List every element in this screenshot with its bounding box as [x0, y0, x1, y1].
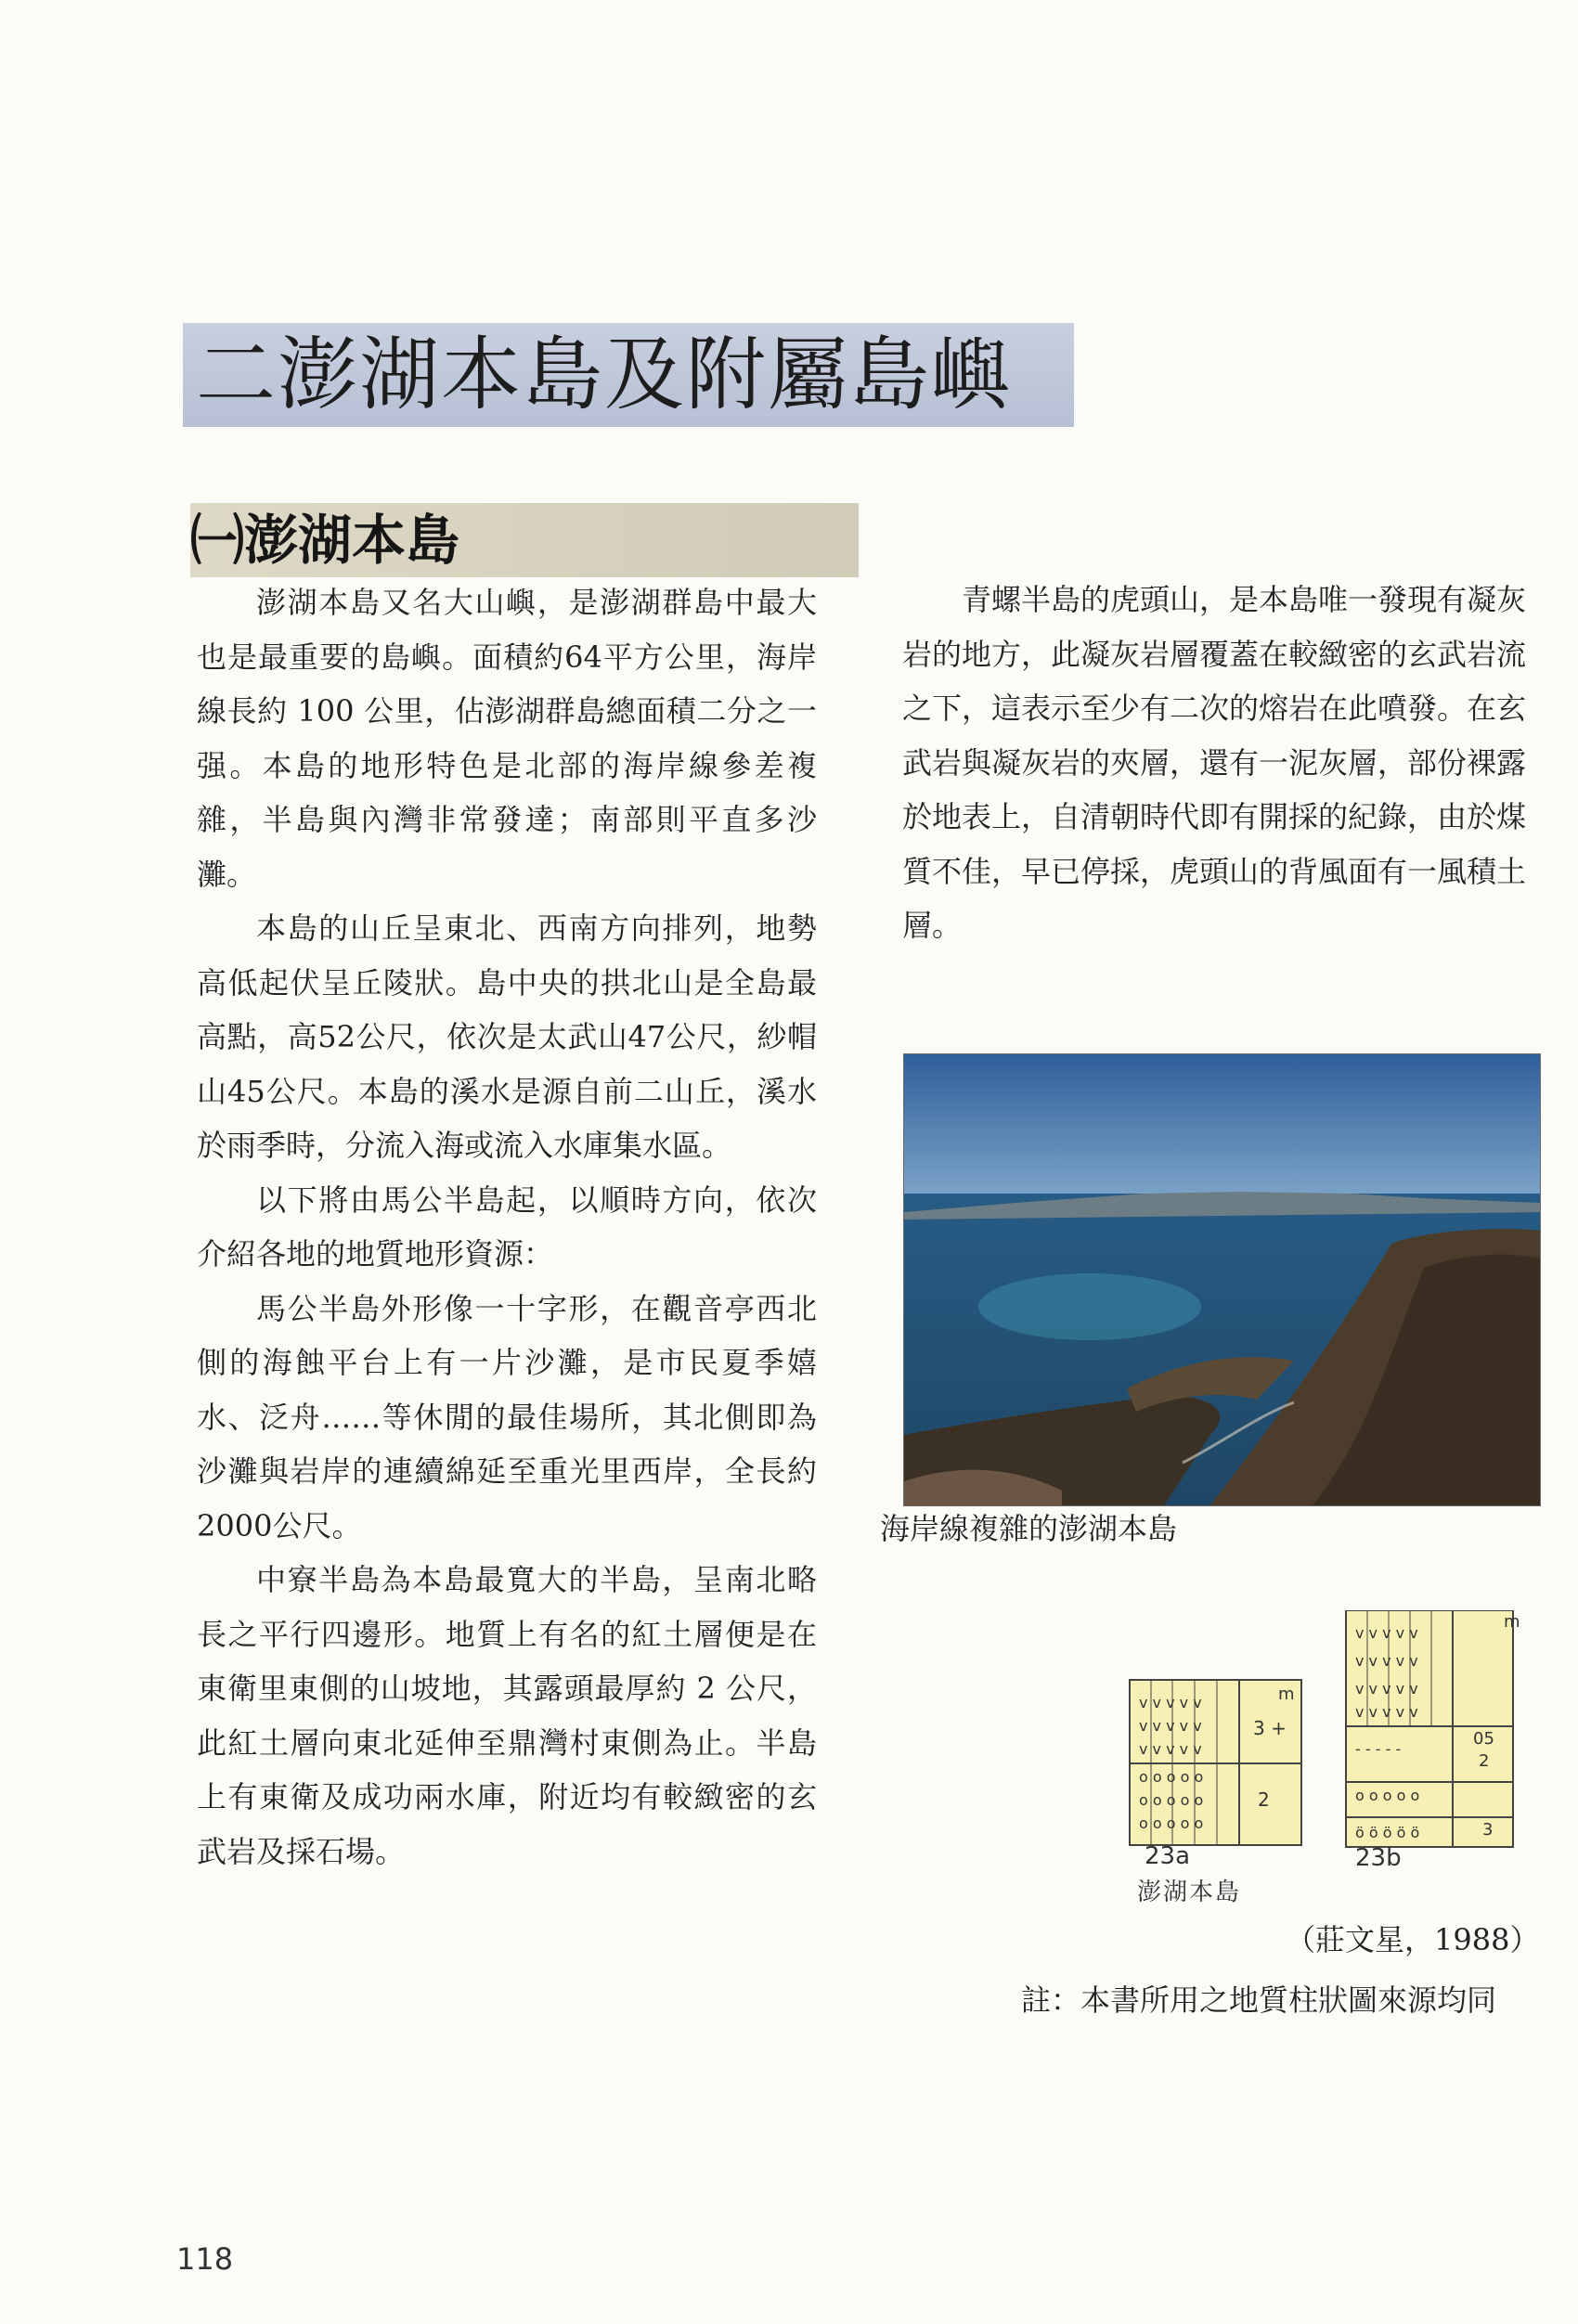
footnote: 註：本書所用之地質柱狀圖來源均同: [1021, 1982, 1497, 2018]
svg-text:v v v v v: v v v v v: [1355, 1624, 1418, 1642]
paragraph: 以下將由馬公半島起，以順時方向，依次介紹各地的地質地形資源：: [197, 1181, 817, 1272]
left-column: [197, 575, 817, 1879]
svg-text:v v v v v: v v v v v: [1139, 1740, 1202, 1758]
strat-b-label: 23b: [1355, 1844, 1402, 1872]
strat-b-layer-3: 3: [1482, 1820, 1494, 1840]
svg-text:v v v v v: v v v v v: [1355, 1703, 1418, 1721]
svg-text:v v v v v: v v v v v: [1355, 1680, 1418, 1698]
paragraph: 馬公半島外形像一十字形，在觀音亭西北側的海蝕平台上有一片沙灘，是市民夏季嬉水、泛舟……等休閒的最佳場所，其北側即為沙灘與岩岸的連續綿延至重光里西岸，全長約2000公尺。: [197, 1290, 817, 1543]
paragraph: 中寮半島為本島最寬大的半島，呈南北略長之平行四邊形。地質上有名的紅土層便是在東衛里東側的山坡地，其露頭最厚約 2 公尺，此紅土層向東北延伸至鼎灣村東側為止。半島上有東衛及成功兩水庫，附近均有較緻密的玄武岩及採石場。: [197, 1562, 817, 1869]
svg-text:o o o o o: o o o o o: [1139, 1791, 1204, 1809]
strat-a-layer-2: 2: [1258, 1788, 1270, 1811]
stratigraphic-columns: [1119, 1610, 1541, 1906]
strat-b-layer-05: 05: [1473, 1729, 1494, 1749]
chapter-title: 二澎湖本島及附屬島嶼: [196, 329, 1013, 421]
chapter-title-band: [183, 323, 1074, 427]
page-number: 118: [176, 2241, 234, 2277]
svg-text:v v v v v: v v v v v: [1139, 1694, 1202, 1711]
section-title: ㈠澎湖本島: [190, 509, 460, 572]
citation: （莊文星，1988）: [1286, 1922, 1540, 1957]
strat-a-layer-3: 3 +: [1253, 1717, 1287, 1739]
strat-b-layer-m: m: [1504, 1612, 1520, 1632]
paragraph: 青螺半島的虎頭山，是本島唯一發現有凝灰岩的地方，此凝灰岩層覆蓋在較緻密的玄武岩流之下，這表示至少有二次的熔岩在此噴發。在玄武岩與凝灰岩的夾層，還有一泥灰層，部份裸露於地表上，自清朝時代即有開採的紀錄，由於煤質不佳，早已停採，虎頭山的背風面有一風積土層。: [902, 582, 1527, 943]
right-column: [902, 573, 1526, 953]
coastline-photo: [903, 1053, 1541, 1506]
svg-text:- - - - -: - - - - -: [1355, 1740, 1402, 1758]
paragraph: 本島的山丘呈東北、西南方向排列，地勢高低起伏呈丘陵狀。島中央的拱北山是全島最高點，高52公尺，依次是太武山47公尺，紗帽山45公尺。本島的溪水是源自前二山丘，溪水於雨季時，分流入海或流入水庫集水區。: [197, 910, 817, 1163]
photo-caption: 海岸線複雜的澎湖本島: [880, 1511, 1178, 1546]
coastline-photo-image: [904, 1054, 1540, 1505]
strat-a-layer-m: m: [1278, 1685, 1295, 1704]
svg-text:o o o o o: o o o o o: [1139, 1814, 1204, 1832]
section-title-band: [190, 503, 859, 577]
strat-handwritten-label: 澎湖本島: [1137, 1879, 1242, 1906]
svg-text:o o o o o: o o o o o: [1139, 1768, 1204, 1786]
paragraph: 澎湖本島又名大山嶼，是澎湖群島中最大也是最重要的島嶼。面積約64平方公里，海岸線長約 100 公里，佔澎湖群島總面積二分之一强。本島的地形特色是北部的海岸線參差複雜，半島與內灣非常發達；南部則平直多沙灘。: [197, 585, 817, 892]
strat-b-layer-2: 2: [1479, 1751, 1490, 1771]
svg-text:v v v v v: v v v v v: [1355, 1652, 1418, 1670]
svg-text:o o o o o: o o o o o: [1355, 1787, 1420, 1804]
strat-a-label: 23a: [1145, 1842, 1191, 1870]
svg-text:v v v v v: v v v v v: [1139, 1717, 1202, 1735]
svg-text:ö ö ö ö ö: ö ö ö ö ö: [1355, 1824, 1420, 1841]
